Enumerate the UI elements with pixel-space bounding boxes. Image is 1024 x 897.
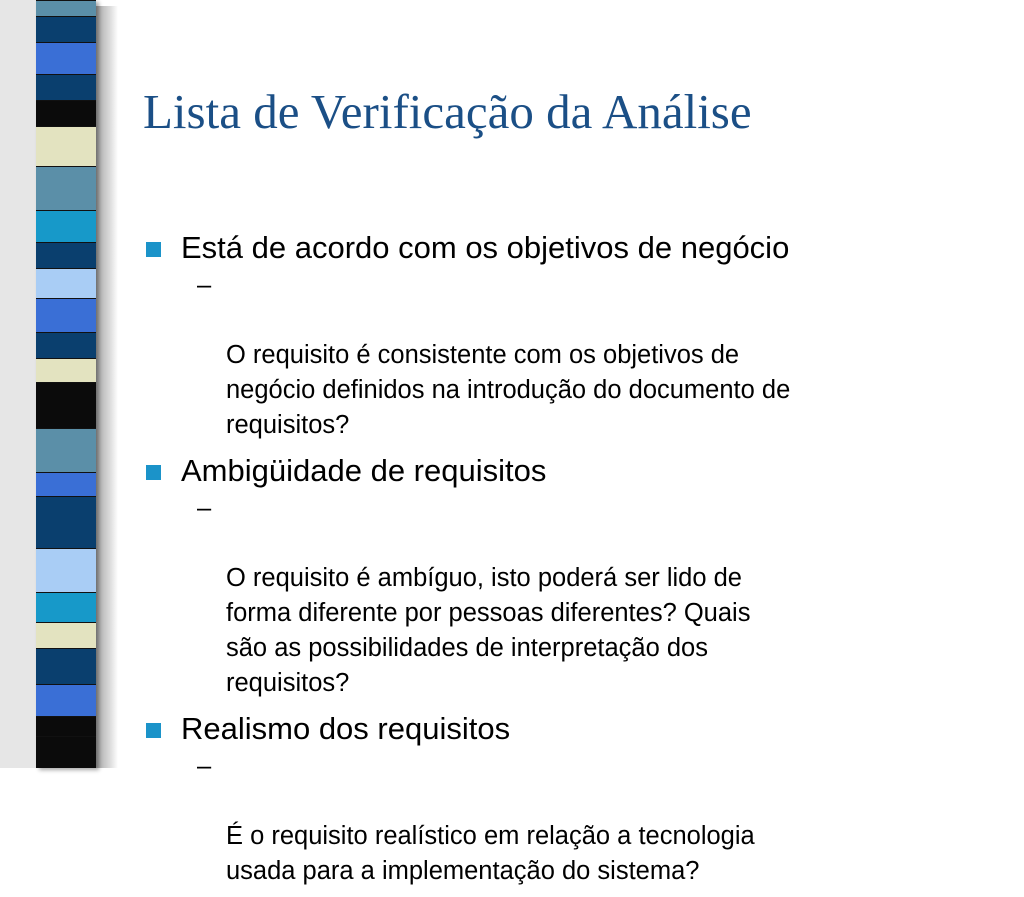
- sub-text: É o requisito realístico em relação a tecnologia usada para a implementação do sistema?: [226, 822, 755, 885]
- strip-segment: [36, 242, 96, 268]
- strip-segment: [36, 684, 96, 716]
- strip-segment: [36, 268, 96, 298]
- square-bullet-icon: [146, 465, 161, 480]
- slide-title: Lista de Verificação da Análise: [143, 84, 752, 139]
- strip-segment: [36, 0, 96, 16]
- strip-segment: [36, 210, 96, 242]
- sub-item-3: [142, 749, 1002, 889]
- square-bullet-icon: [146, 723, 161, 738]
- strip-segment: [36, 74, 96, 100]
- dash-marker: –: [197, 494, 212, 522]
- bullet-text: Realismo dos requisitos: [181, 711, 511, 746]
- slide-content: [142, 226, 1002, 897]
- bullet-item-1: [142, 228, 1002, 268]
- strip-segment: [36, 332, 96, 358]
- strip-segment: [36, 358, 96, 382]
- strip-segment: [36, 100, 96, 126]
- dash-marker: –: [197, 752, 212, 780]
- bullet-item-3: [142, 709, 1002, 749]
- square-bullet-icon: [146, 242, 161, 257]
- sub-text: O requisito é ambíguo, isto poderá ser lido de forma diferente por pessoas diferentes? Quais são as possibilidades de interpretação dos requisitos?: [226, 564, 751, 697]
- strip-shadow: [96, 6, 118, 768]
- strip-segment: [36, 592, 96, 622]
- strip-segment: [36, 298, 96, 332]
- strip-segment: [36, 622, 96, 648]
- strip-column: [36, 0, 96, 768]
- strip-segment: [36, 496, 96, 548]
- strip-segment: [36, 166, 96, 210]
- bullet-item-2: [142, 451, 1002, 491]
- strip-segment: [36, 126, 96, 166]
- strip-segment: [36, 648, 96, 684]
- strip-segment: [36, 548, 96, 592]
- sub-item-2: [142, 491, 1002, 701]
- decorative-strip: [0, 0, 120, 768]
- strip-background: [0, 0, 36, 768]
- bullet-text: Está de acordo com os objetivos de negócio: [181, 230, 790, 265]
- strip-segment: [36, 736, 96, 768]
- strip-segment: [36, 472, 96, 496]
- strip-segment: [36, 716, 96, 736]
- strip-segment: [36, 16, 96, 42]
- dash-marker: –: [197, 271, 212, 299]
- strip-segment: [36, 42, 96, 74]
- strip-segment: [36, 428, 96, 472]
- strip-segment: [36, 382, 96, 428]
- sub-text: O requisito é consistente com os objetivos de negócio definidos na introdução do documento de requisitos?: [226, 341, 791, 439]
- sub-item-1: [142, 268, 1002, 443]
- bullet-text: Ambigüidade de requisitos: [181, 453, 547, 488]
